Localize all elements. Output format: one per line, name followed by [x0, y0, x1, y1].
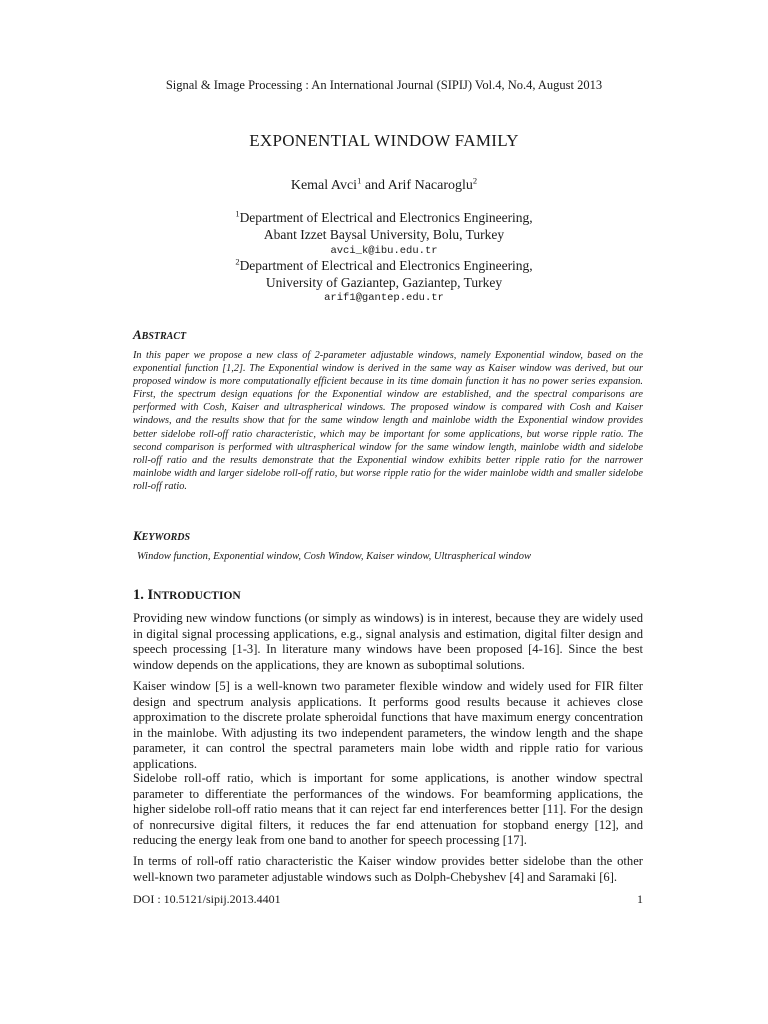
- abstract-body: In this paper we propose a new class of 2-parameter adjustable windows, namely Exponential window, based on the exponential function [1,2]. The Exponential window is derived in the same way as Kaiser window was derived, but our proposed window is more computationally efficient because in its time domain function it has no power series expansion. First, the spectrum design equations for the Exponential window are established, and the spectral comparisons are performed with Cosh, Kaiser and ultraspherical windows. The proposed window is compared with Cosh and Kaiser windows, and the results show that for the same window length and mainlobe width the Exponential window provides better sidelobe roll-off ratio characteristic, which may be important for some applications, but worse ripple ratio. The second comparison is performed with ultraspherical window for the same window length, mainlobe width and sidelobe roll-off ratio and the results demonstrate that the Exponential window exhibits better ripple ratio for the narrower mainlobe width and larger sidelobe roll-off ratio, but worse ripple ratio for the wider mainlobe width and smaller sidelobe roll-off ratio.: [133, 350, 643, 492]
- abstract-heading: [133, 327, 186, 343]
- intro-paragraph: In terms of roll-off ratio characteristic the Kaiser window provides better sidelobe than the other well-known two parameter adjustable windows such as Dolph-Chebyshev [4] and Saramaki [6].: [133, 854, 643, 884]
- keywords-list: Window function, Exponential window, Cosh Window, Kaiser window, Ultraspherical window: [137, 551, 532, 562]
- intro-paragraph: Kaiser window [5] is a well-known two parameter flexible window and widely used for FIR filter design and spectrum analysis applications. It performs good results because it achieves close approximation to the discrete prolate spheroidal functions that have maximum energy concentration in the mainlobe. With adjusting its two independent parameters, the window length and the shape parameter, it can control the spectral parameters main lobe width and ripple ratio for various applications.: [133, 679, 643, 771]
- affiliation-mark: 2: [235, 256, 240, 267]
- heading-rest: BSTRACT: [141, 331, 187, 342]
- doi-link[interactable]: DOI : 10.5121/sipij.2013.4401: [133, 892, 281, 906]
- heading-initial: A: [133, 327, 142, 342]
- affiliation-1: [0, 209, 768, 243]
- author-name: Arif Nacaroglu: [387, 178, 473, 193]
- intro-paragraph: Sidelobe roll-off ratio, which is important for some applications, is another window spectral parameter to differentiate the performances of the windows. For beamforming applications, the higher sidelobe roll-off ratio means that it can reject far end interferences better [11]. For the design of nonrecursive digital filters, it reduces the far end attenuation for stopband energy [12], and reducing the energy leak from one band to another for speech processing [17].: [133, 771, 643, 848]
- author-conjunction: and: [361, 178, 388, 193]
- author-affil-mark: 1: [357, 175, 362, 186]
- author-name: Kemal Avci: [290, 178, 358, 193]
- affiliation-department: Department of Electrical and Electronics Engineering,: [239, 210, 533, 225]
- author-line: [0, 175, 768, 194]
- keywords-heading: [133, 528, 190, 544]
- heading-initial: K: [133, 528, 142, 543]
- journal-header: Signal & Image Processing : An International Journal (SIPIJ) Vol.4, No.4, August 2013: [165, 78, 603, 92]
- author-email: arif1@gantep.edu.tr: [324, 292, 444, 304]
- heading-rest: NTRODUCTION: [153, 590, 241, 602]
- author-email: avci_k@ibu.edu.tr: [330, 245, 438, 257]
- intro-paragraph: Providing new window functions (or simply as windows) is in interest, because they are widely used in digital signal processing applications, e.g., signal analysis and estimation, digital filter design and speech processing [1-3]. In literature many windows have been proposed [4-16]. Since the best window depends on the applications, they are known as suboptimal solutions.: [133, 611, 643, 672]
- page-number: 1: [637, 892, 643, 906]
- page-footer: [133, 892, 643, 907]
- section-number: 1.: [133, 587, 148, 603]
- affiliation-mark: 1: [235, 208, 240, 219]
- affiliation-department: Department of Electrical and Electronics Engineering,: [239, 258, 533, 273]
- paper-title: EXPONENTIAL WINDOW FAMILY: [249, 131, 519, 150]
- heading-rest: EYWORDS: [141, 532, 191, 543]
- author-affil-mark: 2: [472, 175, 478, 186]
- affiliation-institution: Abant Izzet Baysal University, Bolu, Turkey: [263, 227, 505, 242]
- affiliation-2: [0, 257, 768, 291]
- affiliation-institution: University of Gaziantep, Gaziantep, Turkey: [265, 275, 503, 290]
- heading-initial: I: [147, 587, 154, 603]
- introduction-heading: [133, 587, 241, 604]
